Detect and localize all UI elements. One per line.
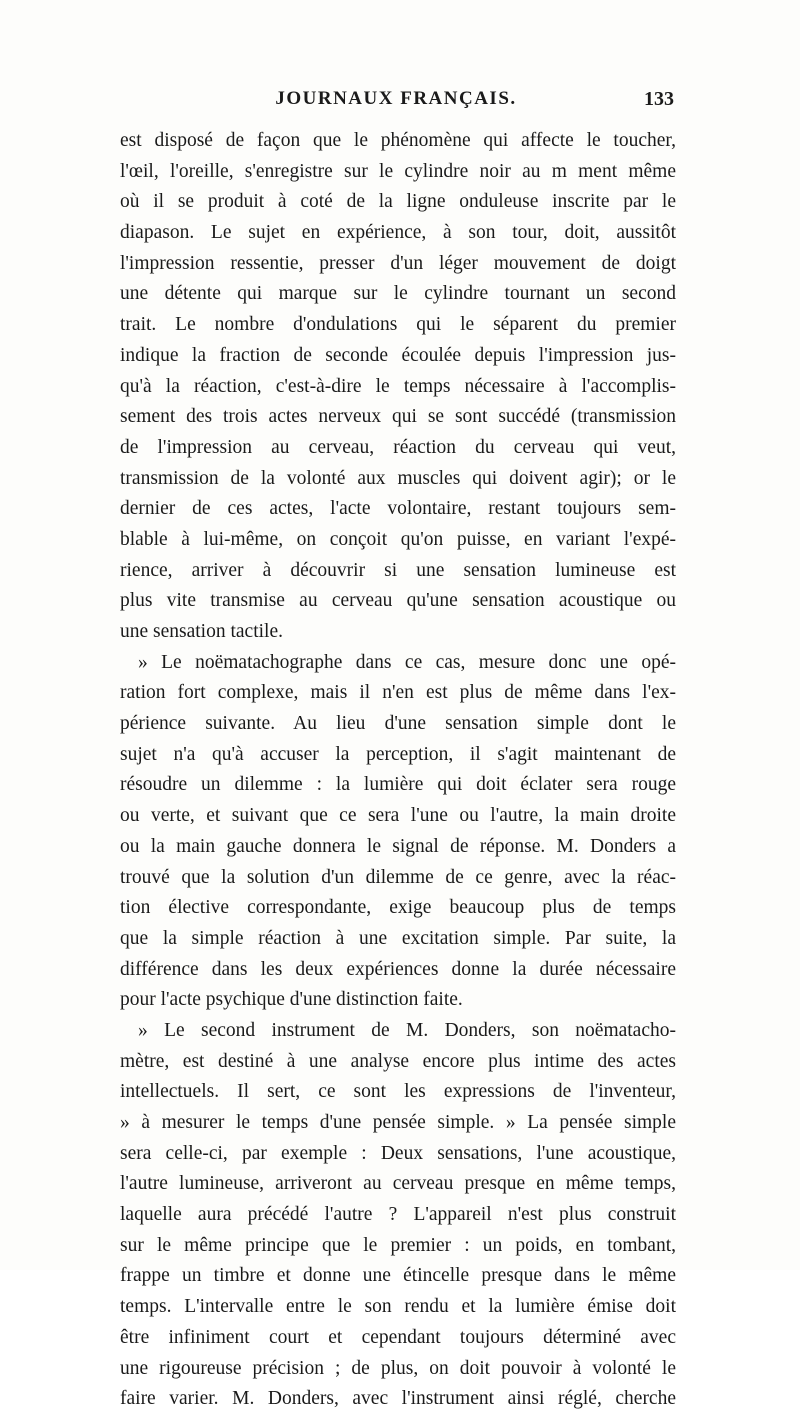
- text-line: dernier de ces actes, l'acte volontaire, restant toujours sem-: [120, 498, 676, 520]
- text-line: ration fort complexe, mais il n'en est plus de même dans l'ex-: [120, 682, 676, 704]
- text-line: intellectuels. Il sert, ce sont les expressions de l'inventeur,: [120, 1081, 676, 1103]
- text-line: laquelle aura précédé l'autre ? L'appareil n'est plus construit: [120, 1204, 676, 1226]
- text-line: tion élective correspondante, exige beaucoup plus de temps: [120, 897, 676, 919]
- text-line: résoudre un dilemme : la lumière qui doit éclater sera rouge: [120, 774, 676, 796]
- text-line: faire varier. M. Donders, avec l'instrument ainsi réglé, cherche: [120, 1388, 676, 1410]
- text-line: trouvé que la solution d'un dilemme de ce genre, avec la réac-: [120, 866, 676, 888]
- text-line: l'impression ressentie, presser d'un léger mouvement de doigt: [120, 252, 676, 274]
- text-line: frappe un timbre et donne une étincelle presque dans le même: [120, 1265, 676, 1287]
- text-line: rience, arriver à découvrir si une sensation lumineuse est: [120, 559, 676, 581]
- text-line: ou la main gauche donnera le signal de réponse. M. Donders a: [120, 835, 676, 857]
- text-line: sera celle-ci, par exemple : Deux sensations, l'une acoustique,: [120, 1142, 676, 1164]
- text-line: trait. Le nombre d'ondulations qui le séparent du premier: [120, 314, 676, 336]
- text-line: » Le noëmatachographe dans ce cas, mesure donc une opé-: [138, 651, 676, 673]
- text-line: être infiniment court et cependant toujours déterminé avec: [120, 1326, 676, 1348]
- page-number: 133: [644, 88, 674, 110]
- text-line: indique la fraction de seconde écoulée depuis l'impression jus-: [120, 344, 676, 366]
- text-line: diapason. Le sujet en expérience, à son tour, doit, aussitôt: [120, 222, 676, 244]
- text-line: périence suivante. Au lieu d'une sensation simple dont le: [120, 713, 676, 735]
- text-line: différence dans les deux expériences donne la durée nécessaire: [120, 958, 676, 980]
- text-line: que la simple réaction à une excitation simple. Par suite, la: [120, 927, 676, 949]
- text-line: l'autre lumineuse, arriveront au cerveau presque en même temps,: [120, 1173, 676, 1195]
- body-text: [120, 126, 676, 1415]
- text-line: une détente qui marque sur le cylindre tournant un second: [120, 283, 676, 305]
- text-line: plus vite transmise au cerveau qu'une sensation acoustique ou: [120, 590, 676, 612]
- text-line: » Le second instrument de M. Donders, son noëmatacho-: [138, 1019, 676, 1041]
- text-line: une sensation tactile.: [120, 621, 283, 642]
- text-line: une rigoureuse précision ; de plus, on doit pouvoir à volonté le: [120, 1357, 676, 1379]
- text-line: pour l'acte psychique d'une distinction faite.: [120, 989, 463, 1011]
- text-line: de l'impression au cerveau, réaction du cerveau qui veut,: [120, 436, 676, 458]
- text-line: blable à lui-même, on conçoit qu'on puisse, en variant l'expé-: [120, 528, 676, 550]
- text-line: sement des trois actes nerveux qui se sont succédé (transmission: [120, 406, 676, 428]
- text-line: transmission de la volonté aux muscles qui doivent agir); or le: [120, 467, 676, 489]
- text-line: ou verte, et suivant que ce sera l'une ou l'autre, la main droite: [120, 805, 676, 827]
- page-header-title: JOURNAUX FRANÇAIS.: [275, 88, 517, 109]
- text-line: est disposé de façon que le phénomène qui affecte le toucher,: [120, 130, 676, 151]
- text-line: où il se produit à coté de la ligne onduleuse inscrite par le: [120, 191, 676, 213]
- text-line: » à mesurer le temps d'une pensée simple. » La pensée simple: [120, 1112, 676, 1133]
- text-line: temps. L'intervalle entre le son rendu et la lumière émise doit: [120, 1296, 676, 1318]
- text-line: l'œil, l'oreille, s'enregistre sur le cylindre noir au m ment même: [120, 160, 676, 182]
- text-line: mètre, est destiné à une analyse encore plus intime des actes: [120, 1050, 676, 1072]
- running-head: [118, 88, 674, 118]
- text-line: qu'à la réaction, c'est-à-dire le temps nécessaire à l'accomplis-: [120, 375, 676, 397]
- text-line: sur le même principe que le premier : un poids, en tombant,: [120, 1234, 676, 1256]
- text-line: sujet n'a qu'à accuser la perception, il s'agit maintenant de: [120, 743, 676, 765]
